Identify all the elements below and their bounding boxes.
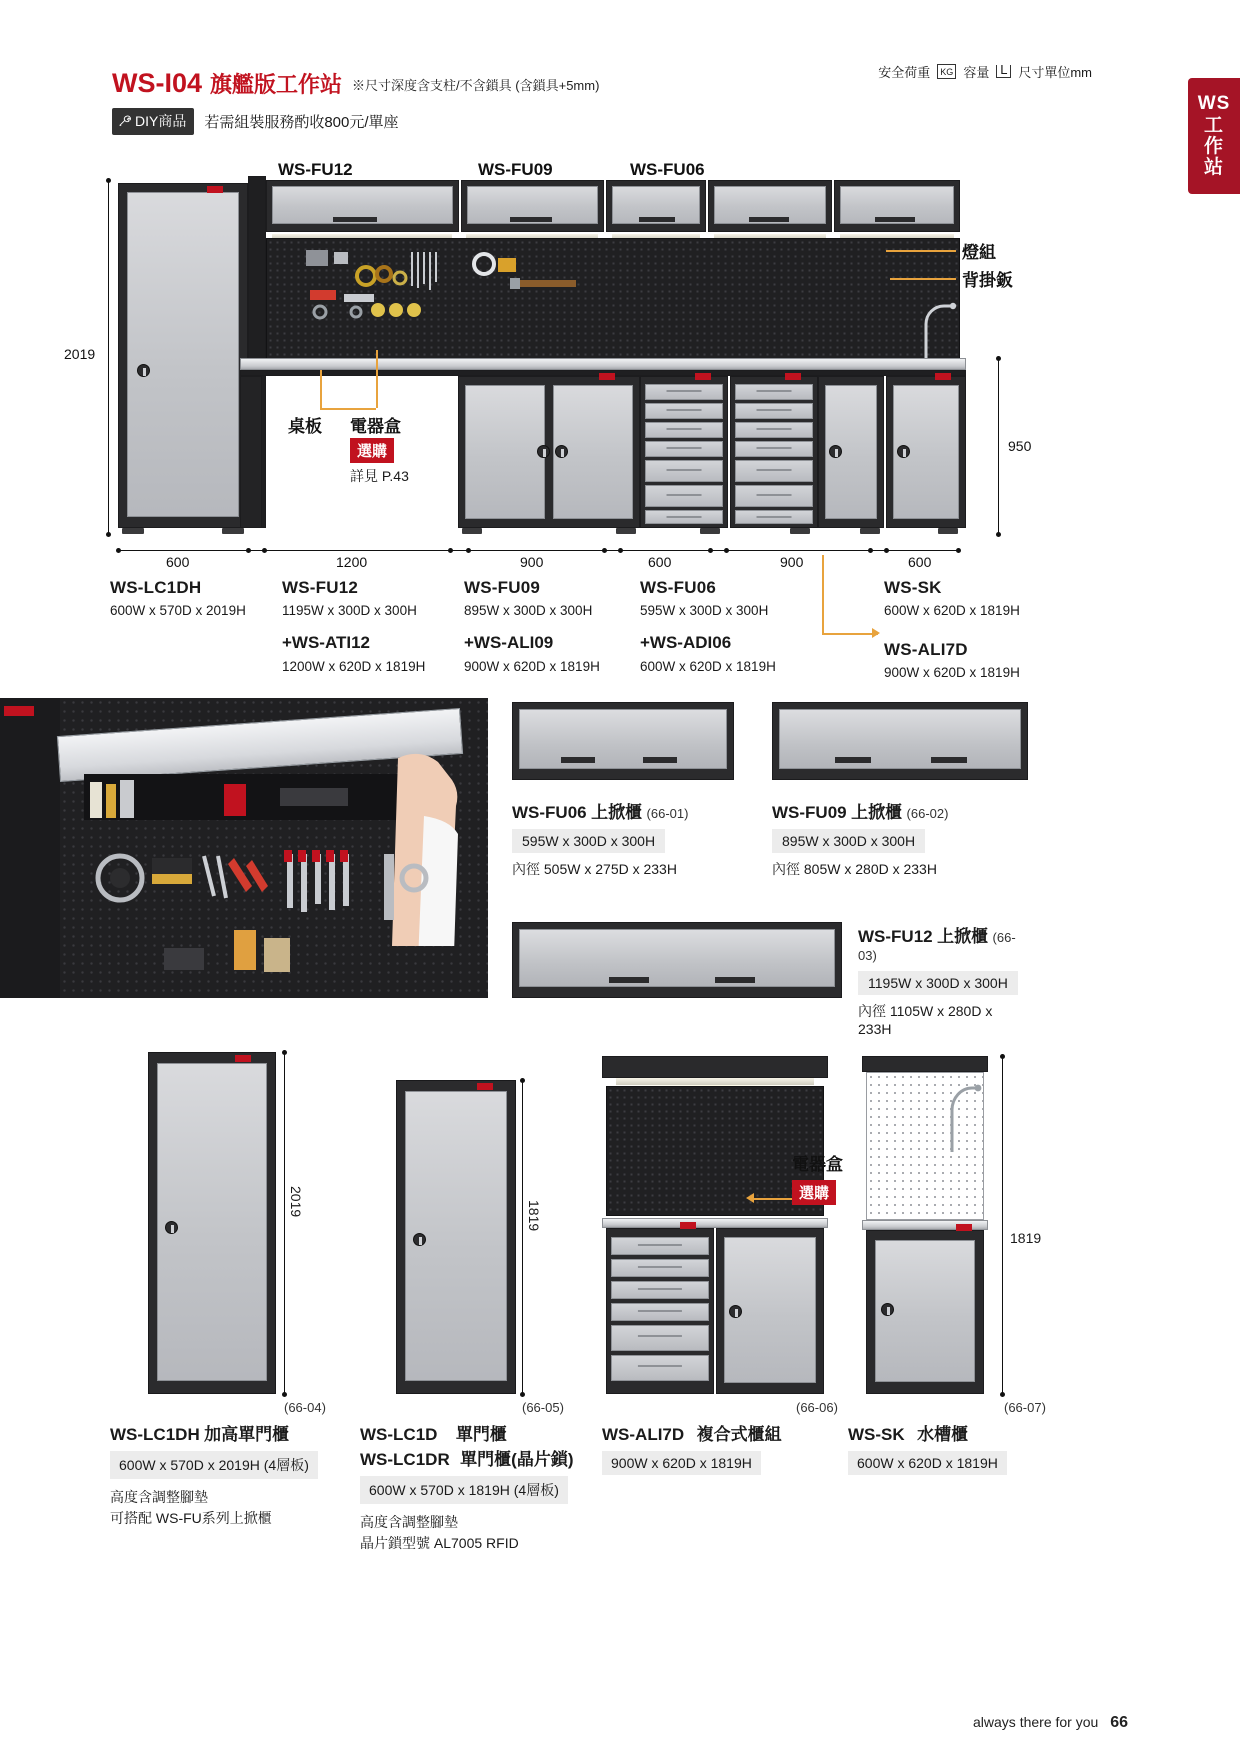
cabinet-ati12 (458, 376, 640, 528)
card-fu06-face (519, 709, 727, 769)
product-sk-faucet-icon (944, 1080, 984, 1159)
section-tab-line-2: 工 (1203, 114, 1224, 136)
product-ali7d-info (602, 1420, 832, 1475)
leader-ebox2-h (752, 1198, 792, 1200)
callout-ebox-ref: 詳見 P.43 (350, 468, 409, 484)
section-tab-line-4: 站 (1203, 157, 1224, 179)
dim-dot (996, 532, 1001, 537)
product-lc1dh-code: WS-LC1DH (110, 1425, 200, 1444)
product-sk-pn: (66-07) (1004, 1400, 1046, 1415)
drawer (611, 1237, 709, 1255)
spec-lc1dh-size: 600W x 570D x 2019H (110, 603, 246, 619)
overhead-fu06-a-handle (639, 217, 675, 222)
footer-tagline: always there for you (973, 1714, 1099, 1730)
diy-badge-label: DIY商品 (135, 113, 187, 129)
spec-ali7d-code: WS-ALI7D (884, 640, 968, 659)
product-ali7d-handle (729, 1305, 742, 1318)
spec-adi06-code: +WS-ADI06 (640, 633, 732, 653)
cabinet-foot (700, 528, 720, 534)
product-ali7d-worktop (602, 1218, 828, 1228)
drawer (611, 1303, 709, 1321)
dim-line-bench-height (998, 358, 999, 536)
card-fu12-title (858, 922, 1028, 965)
product-lc1dh-height: 2019 (288, 1186, 304, 1218)
dim-width-4: 600 (648, 554, 672, 570)
product-ali7d-top-frame (602, 1056, 828, 1078)
brand-tag (235, 1055, 251, 1062)
card-fu06-size: 595W x 300D x 300H (512, 829, 665, 853)
callout-fu06: WS-FU06 (630, 160, 705, 179)
spec-fu06-code: WS-FU06 (640, 578, 717, 597)
page-title-name: 旗艦版工作站 (210, 72, 343, 97)
cabinet-foot (222, 528, 244, 534)
dim-bench-height: 950 (1008, 438, 1032, 454)
product-lc1d-title-1 (360, 1420, 590, 1445)
card-fu09-handle-b (931, 757, 967, 763)
card-fu12-code: WS-FU12 (858, 927, 933, 946)
product-lc1dr-code: WS-LC1DR (360, 1450, 450, 1469)
drawer (735, 441, 813, 457)
brand-tag (599, 373, 615, 380)
brand-tag (680, 1222, 696, 1229)
product-sk-info (848, 1420, 1078, 1475)
spec-ali7d-size: 900W x 620D x 1819H (884, 665, 1020, 681)
dim-dot (708, 548, 713, 553)
drawer-stack-1 (640, 376, 728, 528)
dim-dot (116, 548, 121, 553)
dim-dot (246, 548, 251, 553)
cabinet-foot (860, 528, 880, 534)
product-lc1dh-drawing (148, 1052, 276, 1394)
photo-left-cabinet (0, 698, 60, 998)
page-title-note: ※尺寸深度含支柱/不含鎖具 (含鎖具+5mm) (352, 78, 600, 93)
card-fu09-drawing (772, 702, 1028, 780)
cabinet-ati12-handle-left (537, 445, 550, 458)
drawer (735, 403, 813, 419)
dim-width-6: 600 (908, 554, 932, 570)
spec-sk-size: 600W x 620D x 1819H (884, 603, 1020, 619)
cabinet-foot (462, 528, 482, 534)
product-lc1d-pn: (66-05) (522, 1400, 564, 1415)
product-ali7d-code: WS-ALI7D (602, 1425, 685, 1444)
product-lc1dr-title (360, 1445, 590, 1470)
callout-ebox-2: 電器盒 (792, 1155, 843, 1174)
card-fu06-pn: (66-01) (646, 806, 689, 821)
card-fu09-title (772, 798, 1028, 823)
spec-fu09-size: 895W x 300D x 300H (464, 603, 593, 619)
cabinet-lc1dh (118, 183, 248, 528)
product-lc1dh-note-1: 高度含調整腳墊 (110, 1489, 208, 1505)
dim-total-height: 2019 (64, 346, 96, 362)
card-fu12-pn: (66-03) (858, 930, 1016, 963)
footer-page-number: 66 (1110, 1714, 1128, 1731)
product-lc1d-drawing (396, 1080, 516, 1394)
card-fu12-inner: 內徑 1105W x 280D x 233H (858, 1003, 993, 1037)
card-fu12-size: 1195W x 300D x 300H (858, 971, 1018, 995)
card-fu06 (512, 702, 734, 879)
product-sk-code: WS-SK (848, 1425, 905, 1444)
product-lc1d-code: WS-LC1D (360, 1425, 438, 1444)
drawer (735, 510, 813, 524)
callout-fu12: WS-FU12 (278, 160, 353, 179)
overhead-fu09-c-handle (875, 217, 915, 222)
product-sk-size: 600W x 620D x 1819H (848, 1451, 1007, 1475)
photo-tools (84, 848, 464, 978)
cabinet-foot (938, 528, 958, 534)
product-sk-drawing (862, 1056, 988, 1394)
cabinet-lc1dh-handle (137, 364, 150, 377)
dim-dot (618, 548, 623, 553)
dim-dot (448, 548, 453, 553)
overhead-fu12 (266, 180, 459, 232)
spec-fu06-size: 595W x 300D x 300H (640, 603, 769, 619)
diy-badge (112, 108, 194, 135)
liter-icon: L (996, 65, 1011, 78)
callout-worktop: 桌板 (288, 417, 322, 436)
card-fu09-size: 895W x 300D x 300H (772, 829, 925, 853)
card-fu09-pn: (66-02) (906, 806, 949, 821)
spec-fu06 (640, 575, 776, 678)
dim-dot (884, 548, 889, 553)
product-lc1d-note-1: 高度含調整腳墊 (360, 1514, 458, 1530)
drawer (645, 485, 723, 507)
product-lc1dh-type: 加高單門櫃 (204, 1425, 290, 1444)
page-title-code: WS-I04 (112, 68, 203, 98)
product-ali7d-light (616, 1078, 814, 1085)
dim-line-lc1d (522, 1080, 523, 1394)
pegboard-tools-2 (470, 250, 590, 310)
brand-tag (477, 1083, 493, 1090)
dim-dot (106, 532, 111, 537)
spec-fu12-code: WS-FU12 (282, 578, 359, 597)
drawer (645, 510, 723, 524)
legend-item-unit-label: 尺寸單位mm (1018, 65, 1092, 80)
spec-lc1dh (110, 575, 246, 622)
card-fu06-handle-a (561, 757, 595, 763)
cabinet-foot (122, 528, 144, 534)
drawer (645, 403, 723, 419)
drawer-stack-2 (730, 376, 818, 528)
spec-ali7d (884, 637, 1020, 684)
overhead-fu12-handle (333, 217, 377, 222)
drawer (645, 422, 723, 438)
worktop (240, 358, 966, 370)
legend-item-safe-load-label: 安全荷重 (878, 65, 931, 80)
dim-line-lc1dh (284, 1052, 285, 1394)
product-lc1dh-title (110, 1420, 360, 1445)
drawer (735, 384, 813, 400)
overhead-fu09-c (834, 180, 960, 232)
dim-dot (1000, 1392, 1005, 1397)
product-ali7d-type: 複合式櫃組 (696, 1425, 782, 1444)
cabinet-lc1dh-door (127, 192, 239, 517)
dim-width-3: 900 (520, 554, 544, 570)
card-fu12-info (858, 922, 1028, 1037)
product-sk-height: 1819 (1010, 1230, 1042, 1246)
cabinet-foot (616, 528, 636, 534)
product-ali7d-door-section (716, 1228, 824, 1394)
overhead-fu09-b (708, 180, 832, 232)
photo-brand-tag (4, 706, 34, 716)
card-fu06-title (512, 798, 734, 823)
card-fu12-drawing (512, 922, 842, 998)
spec-adi06-size: 600W x 620D x 1819H (640, 658, 776, 674)
product-lc1d-size: 600W x 570D x 1819H (4層板) (360, 1476, 568, 1504)
section-tab-line-3: 作 (1203, 136, 1224, 157)
drawer (611, 1281, 709, 1299)
spec-ali09-size: 900W x 620D x 1819H (464, 658, 600, 674)
product-ali7d-drawing (602, 1056, 828, 1394)
card-fu06-code: WS-FU06 (512, 803, 587, 822)
product-sk-type: 水槽櫃 (917, 1425, 969, 1444)
card-fu12-handle-b (715, 977, 755, 983)
drawer (645, 384, 723, 400)
dim-width-1: 600 (166, 554, 190, 570)
optional-badge-2: 選購 (792, 1180, 836, 1205)
drawer (645, 441, 723, 457)
cabinet-ali7d-handle (829, 445, 842, 458)
callout-ebox: 電器盒 (350, 417, 401, 436)
diy-row (112, 108, 399, 135)
card-fu06-inner: 內徑 505W x 275D x 233H (512, 861, 677, 877)
diy-note: 若需組裝服務酌收800元/單座 (204, 114, 399, 131)
product-lc1dh-handle (165, 1221, 178, 1234)
leader-worktop-h (320, 408, 376, 410)
brand-tag (785, 373, 801, 380)
spec-fu12 (282, 575, 425, 678)
leader-ali7d-arrow (872, 628, 880, 638)
card-fu12-type: 上掀櫃 (937, 927, 989, 946)
product-lc1dh-info (110, 1420, 360, 1529)
leader-worktop-v (320, 370, 322, 408)
brand-tag (207, 186, 223, 193)
product-ali7d-title (602, 1420, 832, 1445)
card-fu12-handle-a (609, 977, 649, 983)
optional-badge: 選購 (350, 438, 394, 463)
leader-pegboard (890, 278, 956, 280)
drawer (645, 460, 723, 482)
spec-lc1dh-code: WS-LC1DH (110, 578, 202, 597)
callout-fu09: WS-FU09 (478, 160, 553, 179)
product-lc1dh-size: 600W x 570D x 2019H (4層板) (110, 1451, 318, 1479)
cabinet-foot (790, 528, 810, 534)
card-fu09-face (779, 709, 1021, 769)
leader-light (886, 250, 956, 252)
spec-fu12-size: 1195W x 300D x 300H (282, 603, 417, 619)
leader-ali7d-h (822, 633, 878, 635)
card-fu06-drawing (512, 702, 734, 780)
spec-ati12-size: 1200W x 620D x 1819H (282, 658, 426, 674)
spec-fu09 (464, 575, 600, 678)
dim-dot (262, 548, 267, 553)
cabinet-sk (886, 376, 966, 528)
leader-ali7d-v (822, 555, 824, 633)
photo-shelf (84, 774, 404, 820)
dim-width-5: 900 (780, 554, 804, 570)
legend (878, 62, 1092, 81)
overhead-fu09-handle (510, 217, 552, 222)
kg-icon: KG (937, 64, 956, 79)
product-ali7d-pn: (66-06) (796, 1400, 838, 1415)
card-fu12 (512, 922, 1028, 1037)
card-fu09-inner: 內徑 805W x 280D x 233H (772, 861, 937, 877)
product-sk-cabinet (866, 1230, 984, 1394)
card-fu12-face (519, 929, 835, 987)
product-photo (0, 698, 488, 998)
brand-tag (695, 373, 711, 380)
card-fu06-handle-b (643, 757, 677, 763)
dim-line-widths (118, 550, 960, 551)
product-lc1d-handle (413, 1233, 426, 1246)
legend-item-capacity-label: 容量 (963, 65, 990, 80)
page-title (112, 68, 599, 99)
product-sk-title (848, 1420, 1078, 1445)
card-fu09-handle-a (835, 757, 871, 763)
drawer (735, 485, 813, 507)
callout-pegboard: 背掛鈑 (962, 271, 1013, 290)
spec-ati12-code: +WS-ATI12 (282, 633, 371, 653)
product-lc1d-type: 單門櫃 (455, 1425, 507, 1444)
dim-dot (466, 548, 471, 553)
pegboard-tools (300, 246, 460, 326)
product-ali7d-drawers (606, 1228, 714, 1394)
card-fu09 (772, 702, 1028, 879)
bench-leg-left (240, 376, 262, 528)
product-sk-top-frame (862, 1056, 988, 1072)
spec-fu09-code: WS-FU09 (464, 578, 541, 597)
callout-light: 燈組 (962, 243, 996, 262)
dim-dot (520, 1392, 525, 1397)
wrench-icon (118, 115, 131, 128)
drawer (611, 1355, 709, 1381)
section-tab-line-1: WS (1197, 93, 1231, 115)
drawer (735, 460, 813, 482)
product-sk-handle (881, 1303, 894, 1316)
product-lc1d-note-2: 晶片鎖型號 AL7005 RFID (360, 1535, 519, 1551)
product-lc1d-info (360, 1420, 590, 1554)
cabinet-sk-handle (897, 445, 910, 458)
dim-line-sk (1002, 1056, 1003, 1394)
leader-ebox-v (376, 350, 378, 408)
overhead-fu09-b-handle (749, 217, 789, 222)
card-fu06-type: 上掀櫃 (591, 803, 643, 822)
spec-sk (884, 575, 1020, 622)
product-lc1dr-type: 單門櫃(晶片鎖) (460, 1450, 574, 1469)
brand-tag (935, 373, 951, 380)
footer (973, 1714, 1128, 1732)
drawer (735, 422, 813, 438)
callout-ebox-2-badge (792, 1180, 836, 1205)
product-lc1dh-note-2: 可搭配 WS-FU系列上掀櫃 (110, 1510, 272, 1526)
drawer (611, 1259, 709, 1277)
product-lc1dh-pn: (66-04) (284, 1400, 326, 1415)
dim-dot (868, 548, 873, 553)
card-fu09-code: WS-FU09 (772, 803, 847, 822)
bottom-product-row (0, 1040, 1240, 1754)
callout-ebox-badge (350, 438, 394, 463)
dim-dot (282, 1392, 287, 1397)
leader-ebox2-arrow (746, 1193, 754, 1203)
drawer (611, 1325, 709, 1351)
cabinet-ali7d (818, 376, 884, 528)
card-fu09-type: 上掀櫃 (851, 803, 903, 822)
dim-width-2: 1200 (336, 554, 368, 570)
dim-dot (602, 548, 607, 553)
product-lc1d-height: 1819 (526, 1200, 542, 1232)
cabinet-ati12-handle-right (555, 445, 568, 458)
brand-tag (956, 1224, 972, 1231)
dim-dot (724, 548, 729, 553)
spec-ali09-code: +WS-ALI09 (464, 633, 554, 653)
spec-sk-code: WS-SK (884, 578, 942, 597)
product-ali7d-size: 900W x 620D x 1819H (602, 1451, 761, 1475)
dim-line-total-height (108, 180, 109, 536)
cabinet-ati12-door-left (465, 385, 545, 519)
dim-dot (956, 548, 961, 553)
overhead-fu06-a (606, 180, 706, 232)
overhead-fu09 (461, 180, 604, 232)
